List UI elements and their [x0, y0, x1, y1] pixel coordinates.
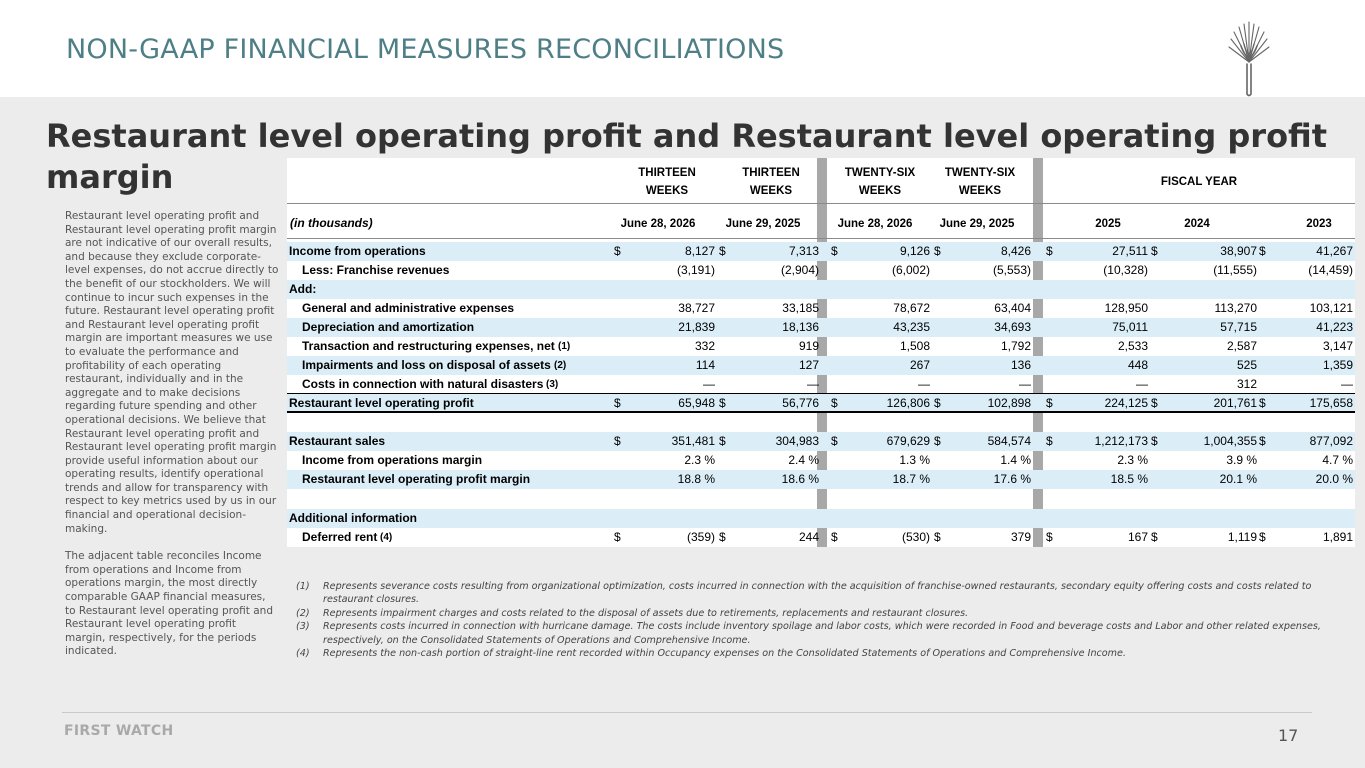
table-row [287, 528, 1355, 547]
table-cell: — [1019, 377, 1031, 391]
currency-symbol: $ [1151, 244, 1158, 258]
footnote-number: (3) [296, 621, 310, 633]
table-cell: (359) [686, 530, 715, 544]
page-heading: Restaurant level operating profit and Restaurant level operating profit margin [46, 117, 1328, 196]
currency-symbol: $ [1151, 530, 1158, 544]
table-cell: 57,715 [1220, 320, 1257, 334]
column-header: 2025 [1095, 218, 1121, 230]
table-cell: 113,270 [1214, 301, 1257, 315]
table-cell: 1,359 [1322, 358, 1353, 372]
table-cell: 332 [694, 339, 715, 353]
slide-title: NON-GAAP FINANCIAL MEASURES RECONCILIATIONS [66, 34, 785, 65]
footnote-item [296, 620, 1341, 647]
currency-symbol: $ [934, 396, 941, 410]
table-cell: 8,426 [1000, 244, 1031, 258]
footnote-item [296, 647, 1341, 660]
table-cell: 56,776 [782, 396, 819, 410]
currency-symbol: $ [614, 434, 621, 448]
row-label: Add: [289, 282, 317, 296]
table-cell: 2.3 % [1117, 453, 1148, 467]
column-group-header: TWENTY-SIX WEEKS [944, 167, 1016, 197]
table-cell: 38,727 [678, 301, 715, 315]
brand-logo-text: FIRST WATCH [64, 723, 174, 739]
currency-symbol: $ [831, 434, 838, 448]
column-header: 2023 [1306, 218, 1332, 230]
table-cell: 1,212,173 [1094, 434, 1148, 448]
table-cell: 1,004,355 [1203, 434, 1257, 448]
description-paragraph: Restaurant level operating profit and Restaurant level operating profit margin are not indicative of our overall results, and because they exclude corporate-level expenses, do not accrue directly to the benefit of our stockholders. We will continue to incur such expenses in the future. Restaurant level operating profit and Restaurant level operating profit margin are important measures we use to evaluate the performance and profitability of each operating restaurant, individually and in the aggregate and to make decisions regarding future spending and other operational decisions. We believe that Restaurant level operating profit and Restaurant level operating profit margin provide useful information about our operating results, identify operational trends and allow for transparency with respect to key metrics used by us in our financial and operational decision-making. [65, 210, 279, 535]
table-cell: (14,459) [1308, 263, 1353, 277]
currency-symbol: $ [1259, 244, 1266, 258]
table-cell: 312 [1236, 377, 1257, 391]
table-cell: 1,508 [899, 339, 930, 353]
row-label: Restaurant sales [289, 434, 386, 448]
column-group-header: TWENTY-SIX WEEKS [844, 167, 916, 197]
currency-symbol: $ [934, 244, 941, 258]
currency-symbol: $ [1046, 396, 1053, 410]
currency-symbol: $ [934, 434, 941, 448]
table-cell: 102,898 [987, 396, 1031, 410]
table-cell: 877,092 [1309, 434, 1353, 448]
reconciliation-table [287, 158, 1355, 547]
currency-symbol: $ [614, 530, 621, 544]
table-cell: 304,983 [775, 434, 819, 448]
table-cell: 18.6 % [781, 472, 819, 486]
column-header: June 28, 2026 [620, 218, 696, 230]
table-cell: 114 [695, 358, 715, 372]
row-label: Transaction and restructuring expenses, net [302, 339, 555, 353]
currency-symbol: $ [719, 434, 726, 448]
table-cell: 34,693 [994, 320, 1031, 334]
table-cell: 17.6 % [993, 472, 1031, 486]
table-cell: 679,629 [886, 434, 930, 448]
table-cell: 379 [1010, 530, 1031, 544]
table-cell: 20.1 % [1219, 472, 1257, 486]
table-row [287, 393, 1355, 413]
table-cell: 584,574 [987, 434, 1031, 448]
table-cell: — [807, 377, 819, 391]
footnote-number: (4) [296, 648, 310, 660]
table-row [287, 470, 1355, 489]
row-label: Restaurant level operating profit margin [302, 472, 531, 486]
currency-symbol: $ [1046, 434, 1053, 448]
table-cell: 1,792 [1000, 339, 1031, 353]
footnote-marker: (1) [558, 341, 571, 352]
table-cell: (11,555) [1213, 263, 1257, 277]
table-cell: 63,404 [994, 301, 1031, 315]
column-group-header: FISCAL YEAR [1160, 176, 1238, 188]
currency-symbol: $ [1259, 396, 1266, 410]
table-cell: 43,235 [893, 320, 930, 334]
currency-symbol: $ [831, 396, 838, 410]
currency-symbol: $ [1151, 434, 1158, 448]
currency-symbol: $ [1259, 434, 1266, 448]
table-cell: 3,147 [1322, 339, 1353, 353]
table-cell: — [918, 377, 930, 391]
row-label: Income from operations margin [302, 453, 483, 467]
table-cell: 2,587 [1226, 339, 1257, 353]
table-cell: 201,761 [1213, 396, 1257, 410]
row-label: Income from operations [289, 244, 426, 258]
row-label: Costs in connection with natural disasters [302, 377, 544, 391]
table-cell: 78,672 [893, 301, 930, 315]
table-cell: 525 [1236, 358, 1257, 372]
description-paragraph: The adjacent table reconciles Income from operations and Income from operations margin, the most directly comparable GAAP financial measures, to Restaurant level operating profit and Restaurant level operating profit margin, respectively, for the periods indicated. [65, 550, 273, 658]
column-header: June 29, 2025 [725, 218, 801, 230]
table-cell: 3.9 % [1226, 453, 1257, 467]
currency-symbol: $ [1046, 244, 1053, 258]
page-number: 17 [1278, 726, 1299, 745]
currency-symbol: $ [1046, 530, 1053, 544]
column-header: June 28, 2026 [837, 218, 913, 230]
table-cell: 1.3 % [899, 453, 930, 467]
currency-symbol: $ [831, 530, 838, 544]
row-label: Deferred rent [302, 530, 378, 544]
table-cell: 2.3 % [684, 453, 715, 467]
table-cell: 4.7 % [1322, 453, 1353, 467]
table-cell: 38,907 [1220, 244, 1257, 258]
table-cell: (5,553) [992, 263, 1031, 277]
whisk-sun-icon [1226, 16, 1272, 98]
table-cell: 21,839 [678, 320, 715, 334]
table-cell: 8,127 [684, 244, 715, 258]
footnote-number: (2) [296, 607, 310, 619]
table-cell: 919 [798, 339, 819, 353]
row-label: General and administrative expenses [302, 301, 515, 315]
table-cell: 136 [1010, 358, 1031, 372]
table-row [287, 375, 1355, 394]
table-row [287, 318, 1355, 337]
table-cell: (530) [901, 530, 930, 544]
table-cell: 18.5 % [1110, 472, 1148, 486]
table-cell: 2.4 % [788, 453, 819, 467]
currency-symbol: $ [614, 396, 621, 410]
currency-symbol: $ [831, 244, 838, 258]
table-cell: 1,891 [1322, 530, 1353, 544]
table-cell: 448 [1127, 358, 1148, 372]
header-rule [287, 203, 1355, 204]
header-rule [287, 238, 1355, 239]
footnote-text: Represents severance costs resulting from organizational optimization, costs incurred in connection with the acquisition of franchise-owned restaurants, secondary equity offering costs and costs related to restaurant closures. [323, 581, 1312, 606]
column-header: 2024 [1184, 218, 1210, 230]
row-label: Additional information [289, 511, 417, 525]
column-header: June 29, 2025 [939, 218, 1015, 230]
table-row [287, 509, 1355, 528]
table-cell: 27,511 [1112, 244, 1148, 258]
column-group-header: THIRTEEN WEEKS [638, 167, 696, 197]
table-cell: 2,533 [1117, 339, 1148, 353]
table-cell: (3,191) [676, 263, 715, 277]
currency-symbol: $ [1151, 396, 1158, 410]
currency-symbol: $ [1259, 530, 1266, 544]
row-label: Less: Franchise revenues [302, 263, 450, 277]
table-cell: — [1341, 377, 1353, 391]
table-row [287, 242, 1355, 261]
currency-symbol: $ [719, 396, 726, 410]
footer-divider [62, 712, 1312, 713]
table-row [287, 451, 1355, 470]
table-cell: — [703, 377, 715, 391]
currency-symbol: $ [934, 530, 941, 544]
table-row [287, 261, 1355, 280]
row-label: Depreciation and amortization [302, 320, 475, 334]
footnotes [296, 580, 1341, 660]
table-row [287, 280, 1355, 299]
table-cell: 1,119 [1227, 530, 1257, 544]
table-cell: — [1136, 377, 1148, 391]
unit-label: (in thousands) [290, 216, 373, 230]
table-cell: 128,950 [1104, 301, 1148, 315]
footnote-marker: (3) [546, 379, 559, 390]
currency-symbol: $ [719, 530, 726, 544]
table-cell: 65,948 [678, 396, 715, 410]
table-cell: 41,267 [1316, 244, 1353, 258]
table-cell: 20.0 % [1315, 472, 1353, 486]
table-cell: 18,136 [782, 320, 819, 334]
footnote-marker: (2) [554, 360, 567, 371]
table-cell: 224,125 [1104, 396, 1148, 410]
column-group-header: THIRTEEN WEEKS [742, 167, 800, 197]
table-cell: 75,011 [1112, 320, 1148, 334]
footnote-item [296, 580, 1341, 607]
table-row [287, 432, 1355, 451]
footnote-text: Represents costs incurred in connection with hurricane damage. The costs include inventory spoilage and labor costs, which were recorded in Food and beverage costs and Labor and other related expenses, respectively, on the Consolidated Statements of Operations and Comprehensive Income. [323, 621, 1321, 646]
table-cell: 175,658 [1309, 396, 1353, 410]
table-cell: 267 [909, 358, 930, 372]
table-cell: 7,313 [788, 244, 819, 258]
table-cell: (2,904) [780, 263, 819, 277]
footnote-number: (1) [296, 581, 310, 592]
table-cell: 41,223 [1316, 320, 1353, 334]
table-cell: 244 [798, 530, 819, 544]
table-cell: 126,806 [886, 396, 930, 410]
table-row [287, 337, 1355, 356]
table-cell: 18.7 % [892, 472, 930, 486]
table-row [287, 356, 1355, 375]
footnote-text: Represents impairment charges and costs related to the disposal of assets due to retirements, replacements and restaurant closures. [323, 607, 969, 619]
table-cell: 9,126 [899, 244, 930, 258]
table-row [287, 299, 1355, 318]
description-text [65, 210, 279, 673]
currency-symbol: $ [719, 244, 726, 258]
row-label: Impairments and loss on disposal of assets [302, 358, 551, 372]
table-cell: 167 [1127, 530, 1148, 544]
footnote-text: Represents the non-cash portion of straight-line rent recorded within Occupancy expenses on the Consolidated Statements of Operations and Comprehensive Income. [323, 648, 1126, 660]
table-cell: 351,481 [671, 434, 715, 448]
table-cell: 1.4 % [1000, 453, 1031, 467]
currency-symbol: $ [614, 244, 621, 258]
footnote-marker: (4) [380, 532, 393, 543]
table-row [287, 489, 1355, 508]
table-cell: 103,121 [1309, 301, 1353, 315]
row-label: Restaurant level operating profit [289, 396, 474, 410]
table-cell: 33,185 [782, 301, 819, 315]
table-cell: (10,328) [1103, 263, 1148, 277]
footnote-item [296, 607, 1341, 620]
table-cell: (6,002) [891, 263, 930, 277]
table-cell: 127 [798, 358, 819, 372]
table-cell: 18.8 % [677, 472, 715, 486]
